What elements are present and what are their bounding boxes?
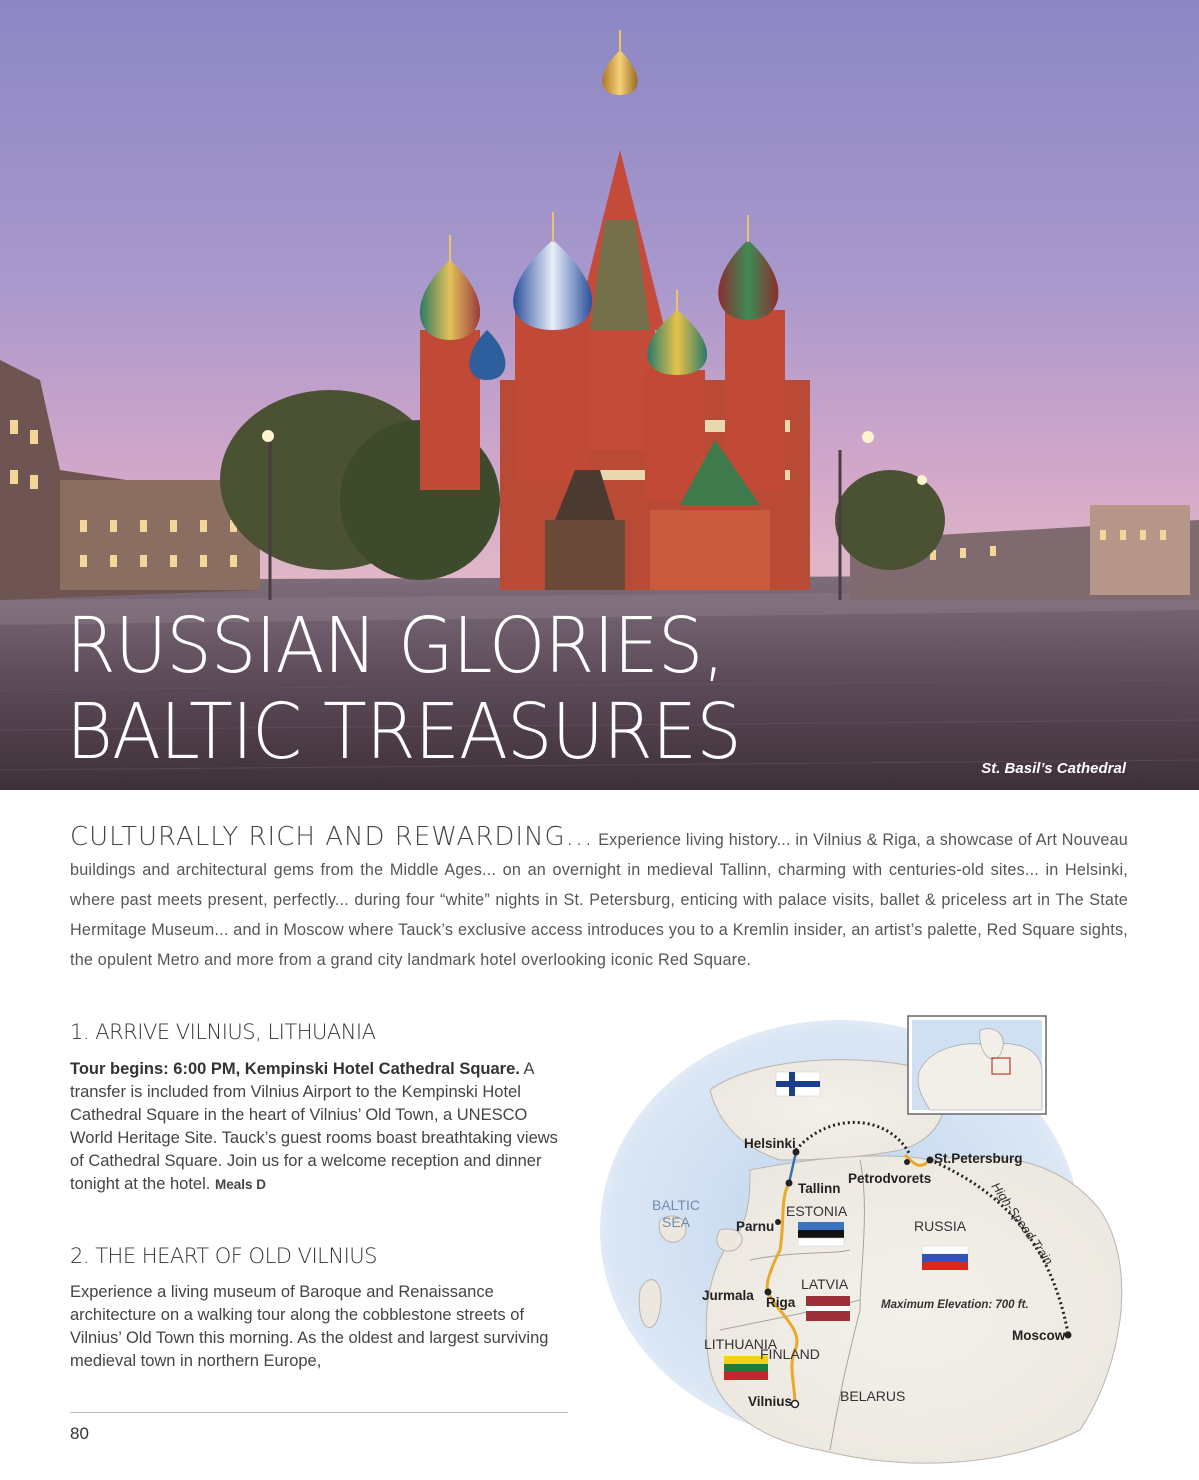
intro-lead: CULTURALLY RICH AND REWARDING...	[70, 822, 594, 852]
city-riga: Riga	[766, 1295, 796, 1310]
tour-route-map	[600, 1010, 1180, 1480]
city-petrodvorets: Petrodvorets	[848, 1171, 932, 1186]
label-baltic-sea	[652, 1197, 700, 1231]
photo-caption: St. Basil’s Cathedral	[981, 760, 1126, 777]
sea-line-1: BALTIC	[652, 1197, 700, 1213]
day-1-text: A transfer is included from Vilnius Airport to the Kempinski Hotel Cathedral Square in the heart of Vilnius’ Old Town, a UNESCO World Heritage Site. Tauck’s guest rooms boast breathtaking views of Cathedral Square. Join us for a welcome reception and dinner tonight at the hotel.	[70, 1060, 558, 1193]
day-2-heading: 2. THE HEART OF OLD VILNIUS	[70, 1244, 377, 1268]
title-line-2: BALTIC TREASURES	[66, 688, 741, 777]
sea-line-2: SEA	[661, 1214, 690, 1230]
day-1-heading: 1. ARRIVE VILNIUS, LITHUANIA	[70, 1020, 376, 1044]
day-2-body: Experience a living museum of Baroque and Renaissance architecture on a walking tour along the cobblestone streets of Vilnius’ Old Town this morning. As the oldest and largest surviving medieval town in northern Europe,	[70, 1283, 549, 1370]
label-russia: RUSSIA	[914, 1218, 967, 1234]
label-finland: FINLAND	[760, 1346, 820, 1362]
label-max-elevation: Maximum Elevation: 700 ft.	[881, 1299, 1029, 1311]
city-tallinn: Tallinn	[798, 1181, 841, 1196]
finland-flag	[776, 1072, 820, 1096]
footer-divider	[70, 1412, 568, 1413]
latvia-flag	[806, 1296, 850, 1321]
city-vilnius: Vilnius	[748, 1394, 793, 1409]
city-moscow: Moscow	[1012, 1328, 1066, 1343]
day-1-body	[70, 1058, 560, 1196]
intro-text: Experience living history... in Vilnius & Riga, a showcase of Art Nouveau buildings and architectural gems from the Middle Ages... on an overnight in medieval Tallinn, charming with centuries-old sites... in Helsinki, where past meets present, perfectly... during four “white” nights in St. Petersburg, enticing with palace visits, ballet & priceless art in The State Hermitage Museum... and in Moscow where Tauck’s exclusive access introduces you to a Kremlin insider, an artist’s palette, Red Square sights, the opulent Metro and more from a grand city landmark hotel overlooking iconic Red Square.	[70, 831, 1128, 969]
day-1-meals: Meals D	[214, 1177, 266, 1192]
label-belarus: BELARUS	[840, 1388, 906, 1404]
title-line-1: RUSSIAN GLORIES,	[66, 602, 725, 691]
city-parnu: Parnu	[736, 1219, 775, 1234]
label-lithuania: LITHUANIA	[704, 1336, 778, 1352]
label-estonia: ESTONIA	[786, 1203, 848, 1219]
intro-paragraph	[70, 822, 1128, 975]
page-title	[66, 604, 741, 776]
page-number: 80	[70, 1424, 89, 1443]
map-graphic	[600, 1010, 1180, 1480]
estonia-flag	[798, 1222, 844, 1246]
label-latvia: LATVIA	[801, 1276, 849, 1292]
day-1-start-time: Tour begins: 6:00 PM, Kempinski Hotel Cathedral Square.	[70, 1060, 520, 1078]
city-helsinki: Helsinki	[744, 1136, 796, 1151]
russia-flag	[922, 1246, 968, 1270]
city-jurmala: Jurmala	[702, 1288, 754, 1303]
label-high-speed-train: High-Speed Train	[988, 1180, 1056, 1268]
city-st-petersburg: St.Petersburg	[934, 1151, 1023, 1166]
